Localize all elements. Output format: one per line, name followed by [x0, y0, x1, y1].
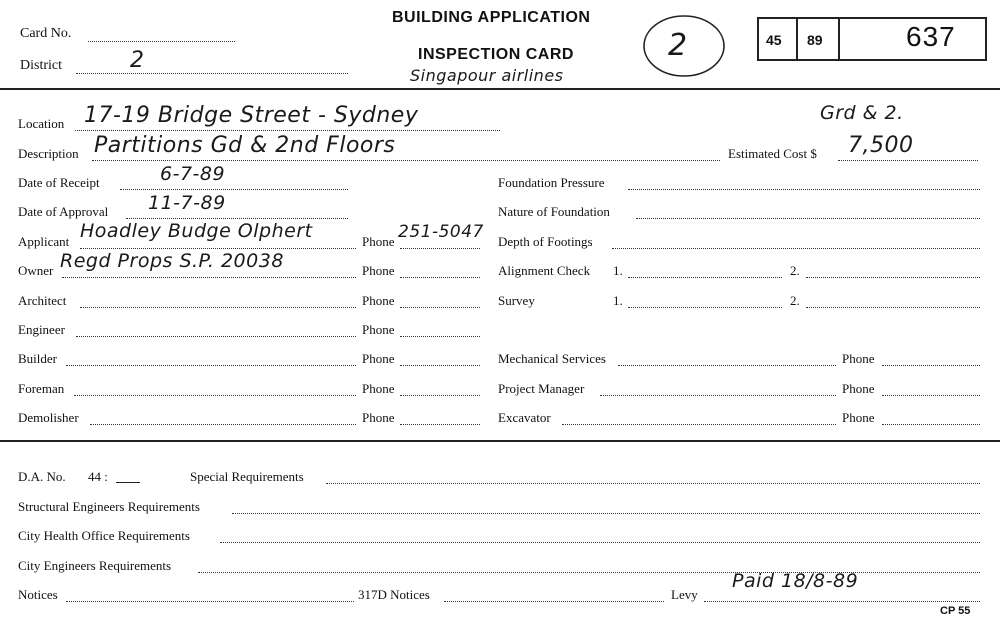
- levy-line: [704, 601, 980, 602]
- date-approval-line: [126, 218, 348, 219]
- location-label: Location: [18, 116, 65, 131]
- engineer-label: Engineer: [18, 322, 65, 337]
- project-manager-phone-line: [882, 395, 980, 396]
- applicant-value: Hoadley Budge Olphert: [80, 220, 313, 242]
- nature-foundation-label: Nature of Foundation: [498, 204, 610, 219]
- district-value: 2: [130, 48, 145, 73]
- mechanical-line: [618, 365, 836, 366]
- box-number-89: 89: [807, 32, 823, 48]
- box-divider-2: [838, 19, 840, 59]
- applicant-phone-line: [400, 248, 480, 249]
- survey-line2: [806, 307, 980, 308]
- demolisher-label: Demolisher: [18, 410, 79, 425]
- foreman-label: Foreman: [18, 381, 65, 396]
- owner-label: Owner: [18, 263, 54, 278]
- card-title-line2: INSPECTION CARD: [418, 46, 574, 63]
- card-title-line1: BUILDING APPLICATION: [392, 9, 591, 26]
- architect-phone-line: [400, 307, 480, 308]
- alignment-check-label: Alignment Check: [498, 263, 591, 278]
- survey-num2: 2.: [790, 293, 800, 308]
- architect-label: Architect: [18, 293, 67, 308]
- architect-phone-label: Phone: [362, 293, 395, 308]
- mechanical-phone-line: [882, 365, 980, 366]
- box-number-45: 45: [766, 32, 782, 48]
- health-requirements-line: [220, 542, 980, 543]
- district-line: [76, 73, 348, 74]
- card-no-line: [88, 41, 235, 42]
- builder-phone-line: [400, 365, 480, 366]
- project-manager-phone-label: Phone: [842, 381, 875, 396]
- structural-requirements-label: Structural Engineers Requirements: [18, 499, 200, 514]
- levy-label: Levy: [671, 587, 698, 602]
- applicant-phone-value: 251-5047: [398, 222, 484, 242]
- location-note: Grd & 2.: [820, 102, 904, 124]
- builder-line: [66, 365, 356, 366]
- builder-label: Builder: [18, 351, 57, 366]
- excavator-label: Excavator: [498, 410, 551, 425]
- estimated-cost-value: 7,500: [848, 133, 914, 158]
- applicant-line: [80, 248, 356, 249]
- description-line: [92, 160, 720, 161]
- alignment-check-line2: [806, 277, 980, 278]
- foundation-pressure-label: Foundation Pressure: [498, 175, 605, 190]
- special-requirements-line: [326, 483, 980, 484]
- da-no-label: D.A. No.: [18, 469, 66, 484]
- owner-line: [62, 277, 356, 278]
- engineer-phone-line: [400, 336, 480, 337]
- location-value: 17-19 Bridge Street - Sydney: [84, 103, 419, 128]
- notices-317d-label: 317D Notices: [358, 587, 430, 602]
- circled-number: 2: [668, 28, 688, 63]
- engineer-phone-label: Phone: [362, 322, 395, 337]
- builder-phone-label: Phone: [362, 351, 395, 366]
- notices-label: Notices: [18, 587, 58, 602]
- alignment-check-line1: [628, 277, 782, 278]
- date-receipt-value: 6-7-89: [160, 163, 226, 185]
- city-engineers-requirements-label: City Engineers Requirements: [18, 558, 172, 573]
- nature-foundation-line: [636, 218, 980, 219]
- location-line: [75, 130, 500, 131]
- health-requirements-label: City Health Office Requirements: [18, 528, 190, 543]
- box-divider-1: [796, 19, 798, 59]
- excavator-phone-label: Phone: [842, 410, 875, 425]
- owner-phone-label: Phone: [362, 263, 395, 278]
- description-value: Partitions Gd & 2nd Floors: [94, 133, 396, 158]
- excavator-phone-line: [882, 424, 980, 425]
- demolisher-line: [90, 424, 356, 425]
- mechanical-phone-label: Phone: [842, 351, 875, 366]
- airline-note: Singapour airlines: [410, 66, 564, 85]
- da-no-underline: [116, 482, 140, 483]
- survey-label: Survey: [498, 293, 535, 308]
- date-receipt-label: Date of Receipt: [18, 175, 100, 190]
- structural-requirements-line: [232, 513, 980, 514]
- district-label: District: [20, 58, 62, 73]
- owner-phone-line: [400, 277, 480, 278]
- demolisher-phone-line: [400, 424, 480, 425]
- box-number-637: 637: [906, 21, 956, 52]
- survey-num1: 1.: [613, 293, 623, 308]
- notices-line: [66, 601, 354, 602]
- date-approval-value: 11-7-89: [148, 192, 226, 214]
- applicant-phone-label: Phone: [362, 234, 395, 249]
- foreman-phone-label: Phone: [362, 381, 395, 396]
- depth-footings-line: [612, 248, 980, 249]
- architect-line: [80, 307, 356, 308]
- depth-footings-label: Depth of Footings: [498, 234, 593, 249]
- da-no-value: 44 :: [88, 469, 108, 484]
- alignment-check-num1: 1.: [613, 263, 623, 278]
- alignment-check-num2: 2.: [790, 263, 800, 278]
- foundation-pressure-line: [628, 189, 980, 190]
- details-divider: [0, 440, 1000, 442]
- survey-line1: [628, 307, 782, 308]
- applicant-label: Applicant: [18, 234, 70, 249]
- engineer-line: [76, 336, 356, 337]
- project-manager-label: Project Manager: [498, 381, 585, 396]
- project-manager-line: [600, 395, 836, 396]
- foreman-phone-line: [400, 395, 480, 396]
- owner-value: Regd Props S.P. 20038: [60, 250, 284, 272]
- mechanical-label: Mechanical Services: [498, 351, 606, 366]
- levy-value: Paid 18/8-89: [732, 570, 859, 592]
- date-receipt-line: [120, 189, 348, 190]
- demolisher-phone-label: Phone: [362, 410, 395, 425]
- special-requirements-label: Special Requirements: [190, 469, 304, 484]
- notices-317d-line: [444, 601, 664, 602]
- city-engineers-requirements-line: [198, 572, 980, 573]
- estimated-cost-line: [838, 160, 978, 161]
- foreman-line: [74, 395, 356, 396]
- header-divider: [0, 88, 1000, 90]
- description-label: Description: [18, 146, 79, 161]
- excavator-line: [562, 424, 836, 425]
- form-code: CP 55: [940, 605, 971, 617]
- date-approval-label: Date of Approval: [18, 204, 109, 219]
- estimated-cost-label: Estimated Cost $: [728, 146, 817, 161]
- card-no-label: Card No.: [20, 26, 72, 41]
